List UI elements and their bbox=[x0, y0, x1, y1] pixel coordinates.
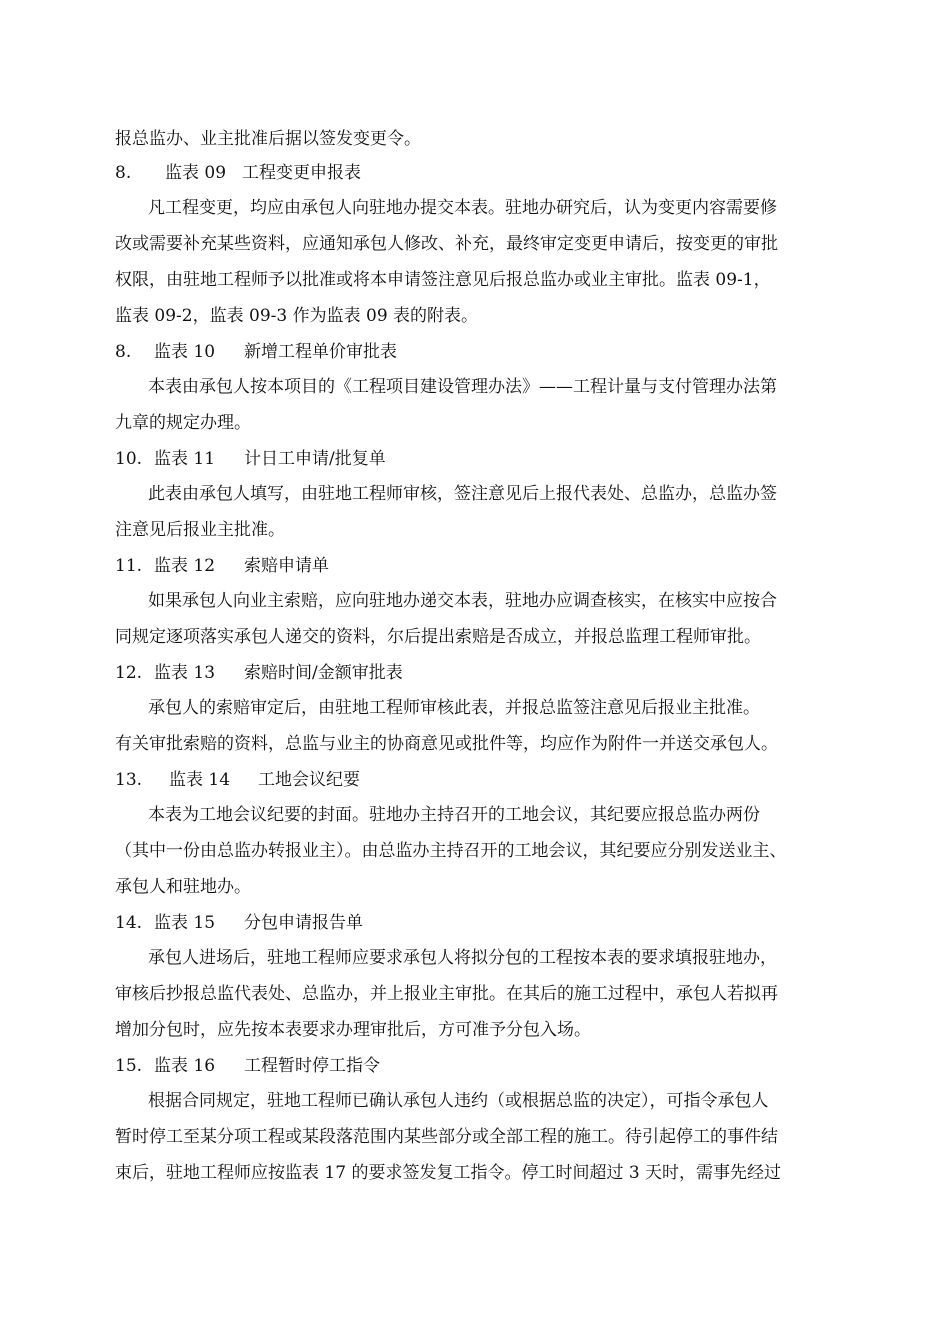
body-line: 有关审批索赔的资料，总监与业主的协商意见或批件等，均应作为附件一并送交承包人。 bbox=[115, 734, 778, 754]
body-line: 凡工程变更，均应由承包人向驻地办提交本表。驻地办研究后，认为变更内容需要修 bbox=[148, 198, 777, 218]
form-code: 监表 13 bbox=[154, 663, 216, 683]
body-line: 承包人的索赔审定后，由驻地工程师审核此表，并报总监签注意见后报业主批准。 bbox=[148, 698, 760, 718]
body-line: 此表由承包人填写，由驻地工程师审核，签注意见后上报代表处、总监办，总监办签 bbox=[148, 484, 777, 504]
form-title: 计日工申请/批复单 bbox=[244, 449, 386, 469]
form-code: 监表 09 bbox=[165, 163, 227, 183]
body-line: 本表由承包人按本项目的《工程项目建设管理办法》——工程计量与支付管理办法第 bbox=[148, 377, 777, 397]
section-number: 8. bbox=[115, 342, 132, 362]
form-code: 监表 10 bbox=[154, 342, 216, 362]
body-line: 束后，驻地工程师应按监表 17 的要求签发复工指令。停工时间超过 3 天时，需事先经过 bbox=[115, 1163, 782, 1183]
body-line: 同规定逐项落实承包人递交的资料，尔后提出索赔是否成立，并报总监理工程师审批。 bbox=[115, 627, 761, 647]
body-line: 承包人进场后，驻地工程师应要求承包人将拟分包的工程按本表的要求填报驻地办， bbox=[148, 948, 777, 968]
form-code: 监表 11 bbox=[154, 449, 216, 469]
body-line: 注意见后报业主批准。 bbox=[115, 520, 285, 540]
body-line: 增加分包时，应先按本表要求办理审批后，方可准予分包入场。 bbox=[115, 1020, 591, 1040]
body-line: 本表为工地会议纪要的封面。驻地办主持召开的工地会议，其纪要应报总监办两份 bbox=[148, 805, 760, 825]
form-title: 工程变更申报表 bbox=[242, 163, 361, 183]
form-title: 工程暂时停工指令 bbox=[244, 1056, 380, 1076]
body-line: 审核后抄报总监代表处、总监办，并上报业主审批。在其后的施工过程中，承包人若拟再 bbox=[115, 984, 778, 1004]
form-code: 监表 14 bbox=[169, 770, 231, 790]
body-line: 暂时停工至某分项工程或某段落范围内某些部分或全部工程的施工。待引起停工的事件结 bbox=[115, 1127, 778, 1147]
section-number: 13. bbox=[115, 770, 143, 790]
section-number: 14. bbox=[115, 913, 143, 933]
body-line: 如果承包人向业主索赔，应向驻地办递交本表，驻地办应调查核实，在核实中应按合 bbox=[148, 591, 777, 611]
form-title: 索赔时间/金额审批表 bbox=[244, 663, 403, 683]
body-line: 报总监办、业主批准后据以签发变更令。 bbox=[115, 129, 421, 149]
form-title: 索赔申请单 bbox=[244, 556, 329, 576]
section-number: 11. bbox=[115, 556, 143, 576]
body-line: 权限，由驻地工程师予以批准或将本申请签注意见后报总监办或业主审批。监表 09-1， bbox=[115, 270, 771, 290]
form-title: 新增工程单价审批表 bbox=[244, 342, 397, 362]
form-title: 工地会议纪要 bbox=[258, 770, 360, 790]
body-line: （其中一份由总监办转报业主）。由总监办主持召开的工地会议，其纪要应分别发送业主、 bbox=[115, 841, 787, 861]
body-line: 九章的规定办理。 bbox=[115, 413, 251, 433]
form-code: 监表 12 bbox=[154, 556, 216, 576]
section-number: 10. bbox=[115, 449, 143, 469]
body-line: 承包人和驻地办。 bbox=[115, 877, 251, 897]
form-code: 监表 15 bbox=[154, 913, 216, 933]
section-number: 8. bbox=[115, 163, 132, 183]
section-number: 12. bbox=[115, 663, 143, 683]
form-code: 监表 16 bbox=[154, 1056, 216, 1076]
body-line: 改或需要补充某些资料，应通知承包人修改、补充，最终审定变更申请后，按变更的审批 bbox=[115, 234, 778, 254]
body-line: 根据合同规定，驻地工程师已确认承包人违约（或根据总监的决定），可指令承包人 bbox=[148, 1091, 769, 1111]
form-title: 分包申请报告单 bbox=[244, 913, 363, 933]
section-number: 15. bbox=[115, 1056, 143, 1076]
body-line: 监表 09-2，监表 09-3 作为监表 09 表的附表。 bbox=[115, 306, 479, 326]
